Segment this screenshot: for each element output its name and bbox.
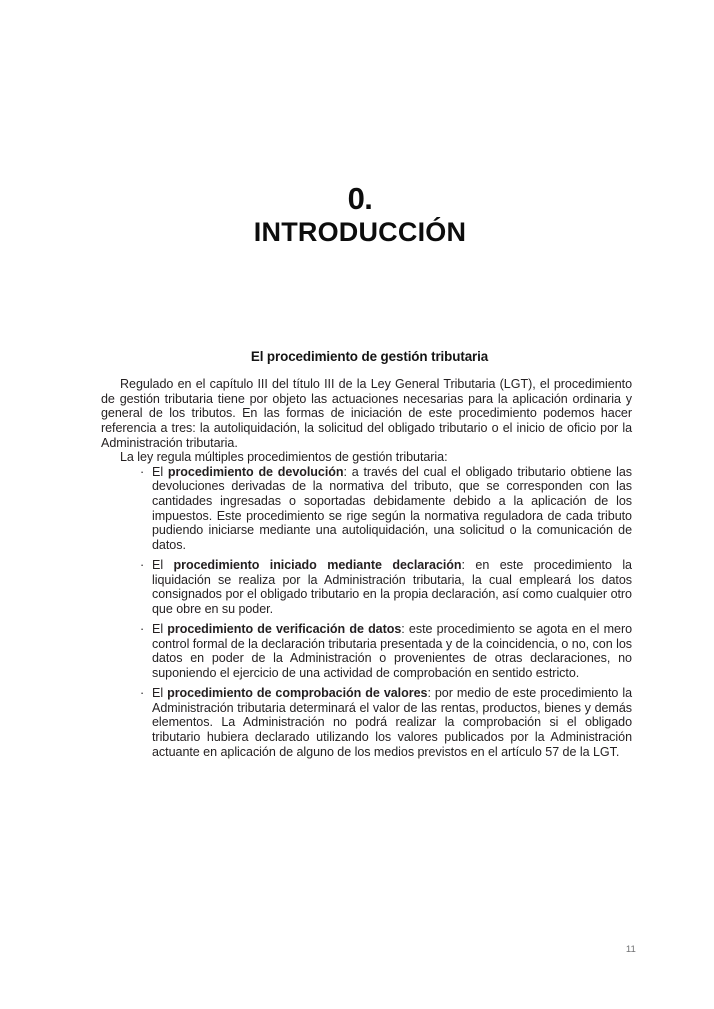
paragraph-intro: Regulado en el capítulo III del título III de la Ley General Tributaria (LGT), el procedimiento de gestión tributaria tiene por objeto las actuaciones necesarias para la aplicación ordinaria y general de los tributos. En las formas de iniciación de este procedimiento podemos hacer referencia a tres: la autoliquidación, la solicitud del obligado tributario o el inicio de oficio por la Administración tributaria. xyxy=(101,377,632,450)
list-item-body: : este procedimiento se agota en el mero control formal de la declaración tributaria presentada y de la coincidencia, o no, con los datos en poder de la Administración o provenientes de otras declaraciones, no suponiendo el ejercicio de una actividad de comprobación en sentido estricto. xyxy=(152,622,632,680)
page-number: 11 xyxy=(625,944,636,955)
bullet-icon: · xyxy=(140,622,145,636)
list-item xyxy=(101,465,632,553)
bullet-icon: · xyxy=(140,464,145,479)
list-item-text xyxy=(152,686,632,759)
list-item-term: procedimiento iniciado mediante declaración xyxy=(173,558,462,572)
list-item-text xyxy=(152,465,632,553)
list-item-body: : a través del cual el obligado tributario obtiene las devoluciones derivadas de la normativa del tributo, que se corresponden con las cantidades ingresadas o soportadas debidamente debido a la aplicación de los impuestos. Este procedimiento se rige según la normativa reguladora de cada tributo pudiendo iniciarse mediante una autoliquidación, una solicitud o la comunicación de datos. xyxy=(152,464,633,552)
list-item xyxy=(101,686,632,759)
list-item-body: : por medio de este procedimiento la Administración tributaria determinará el valor de las rentas, productos, bienes y demás elementos. La Administración no podrá realizar la comprobación si el obligado tributario hubiera declarado utilizando los valores publicados por la Administración actuante en aplicación de alguno de los medios previstos en el artículo 57 de la LGT. xyxy=(152,686,633,759)
list-item-text xyxy=(152,558,632,617)
chapter-number: 0. xyxy=(347,181,373,216)
section-subtitle: El procedimiento de gestión tributaria xyxy=(250,349,489,364)
bullet-icon: · xyxy=(140,686,145,700)
list-item-term: procedimiento de comprobación de valores xyxy=(167,686,428,700)
list-item-lead-plain: El xyxy=(152,558,174,572)
list-item-body: : en este procedimiento la liquidación se realiza por la Administración tributaria, la cual empleará los datos consignados por el obligado tributario en la propia declaración, así como cualquier otro que obre en su poder. xyxy=(152,558,632,616)
list-item-lead-plain: El xyxy=(152,622,168,636)
bullet-icon: · xyxy=(140,558,145,572)
list-item-term: procedimiento de devolución xyxy=(167,464,344,479)
list-item-text xyxy=(152,622,632,681)
body-column xyxy=(101,348,632,759)
chapter-heading xyxy=(0,182,714,247)
list-item-term: procedimiento de verificación de datos xyxy=(167,622,402,636)
list-item-lead-plain: El xyxy=(152,464,168,479)
list-item-lead-plain: El xyxy=(152,686,168,700)
list-item xyxy=(101,622,632,681)
paragraph-list-lead: La ley regula múltiples procedimientos de gestión tributaria: xyxy=(120,450,448,465)
procedures-list xyxy=(101,465,632,759)
chapter-title: INTRODUCCIÓN xyxy=(253,217,467,247)
list-item xyxy=(101,558,632,617)
